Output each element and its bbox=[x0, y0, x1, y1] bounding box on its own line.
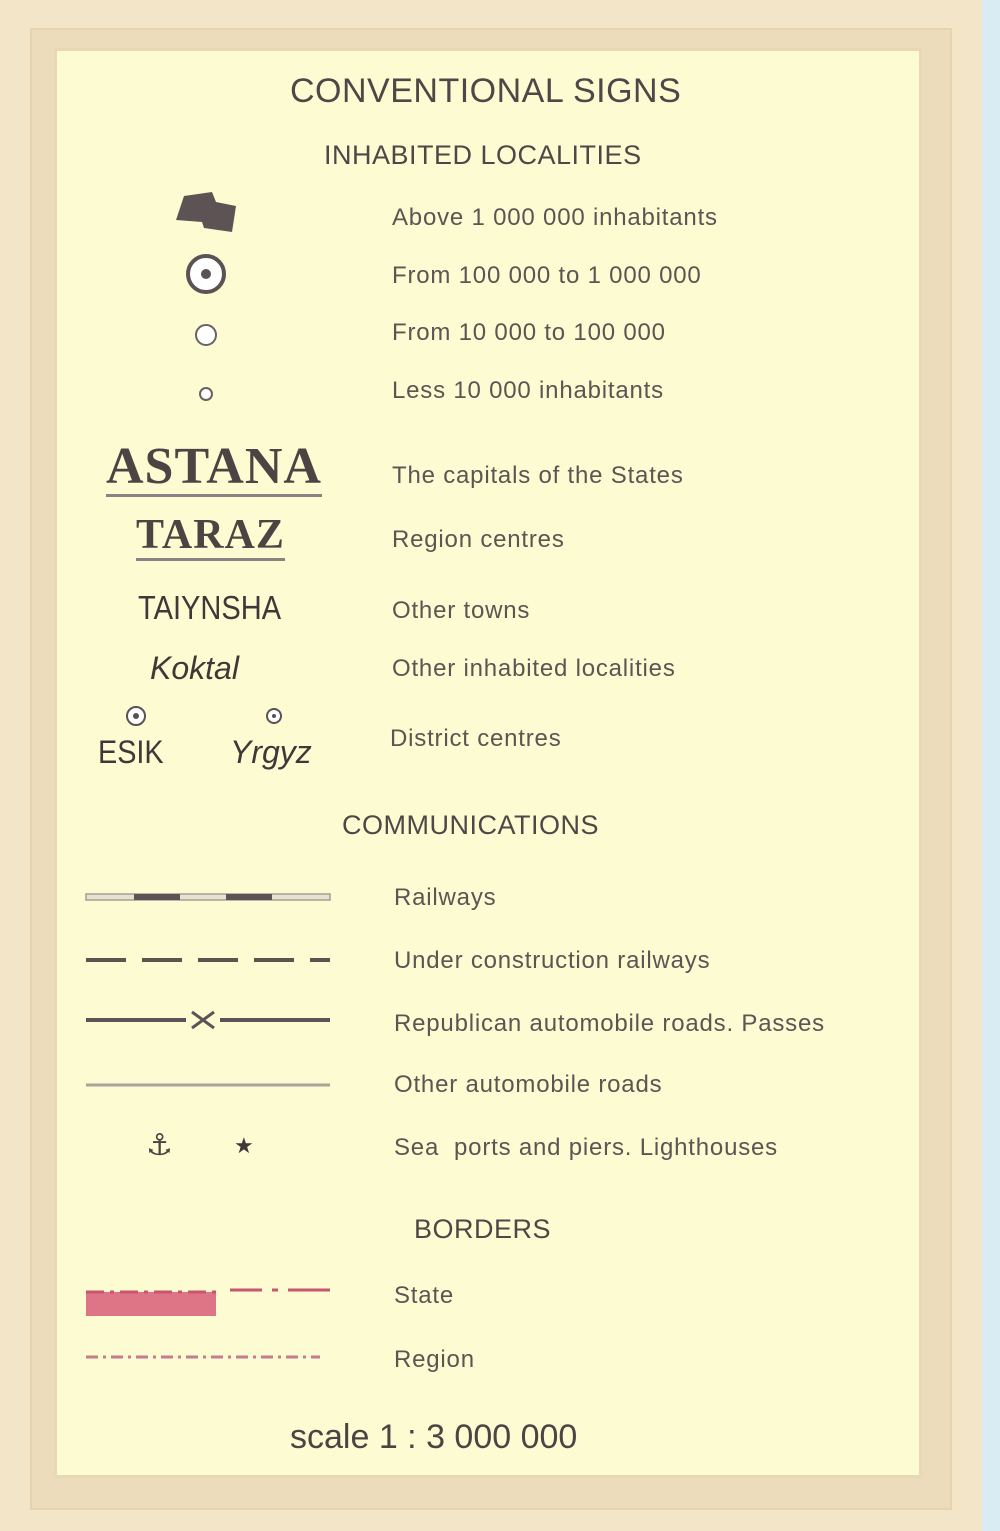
legend-item-label: Railways bbox=[394, 884, 497, 911]
region-border-symbol bbox=[86, 1352, 330, 1362]
sample-capital-name: ASTANA bbox=[106, 438, 322, 495]
railway-line-symbol bbox=[86, 890, 330, 906]
legend-item-label: From 100 000 to 1 000 000 bbox=[392, 262, 702, 289]
heading-borders: BORDERS bbox=[414, 1214, 552, 1244]
legend-item-label: The capitals of the States bbox=[392, 462, 684, 489]
legend-item-label: Republican automobile roads. Passes bbox=[394, 1010, 825, 1037]
sample-district-name-1: ESIK bbox=[98, 734, 164, 770]
circle-medium-icon bbox=[192, 321, 220, 349]
legend-item-label: Above 1 000 000 inhabitants bbox=[392, 204, 718, 231]
district-centre-icon bbox=[124, 704, 148, 728]
legend-item-label: Region bbox=[394, 1346, 475, 1373]
state-border-symbol bbox=[86, 1284, 330, 1318]
dashed-railway-symbol bbox=[86, 954, 330, 966]
legend-item-label: Under construction railways bbox=[394, 947, 711, 974]
circle-small-icon bbox=[196, 384, 216, 404]
city-block-icon bbox=[172, 192, 242, 238]
sample-region-centre-name: TARAZ bbox=[136, 512, 285, 561]
legend-item-label: Other towns bbox=[392, 597, 531, 624]
legend-item-label: Sea ports and piers. Lighthouses bbox=[394, 1134, 778, 1161]
sample-district-name-2: Yrgyz bbox=[230, 734, 312, 770]
sample-locality-name: Koktal bbox=[150, 650, 239, 686]
lighthouse-star-icon: ★ bbox=[234, 1134, 254, 1159]
road-pass-symbol bbox=[86, 1008, 330, 1032]
legend-item-label: Other automobile roads bbox=[394, 1071, 663, 1098]
anchor-icon: ⚓ bbox=[146, 1128, 173, 1163]
legend-item-label: Other inhabited localities bbox=[392, 655, 676, 682]
legend-item-label: District centres bbox=[390, 725, 562, 752]
legend-item-label: State bbox=[394, 1282, 455, 1309]
map-scale: scale 1 : 3 000 000 bbox=[290, 1418, 578, 1456]
road-line-symbol bbox=[86, 1080, 330, 1090]
district-centre-small-icon bbox=[264, 706, 284, 726]
circle-dot-large-icon bbox=[184, 252, 228, 296]
sample-town-name: TAIYNSHA bbox=[138, 589, 282, 626]
heading-inhabited-localities: INHABITED LOCALITIES bbox=[324, 140, 642, 170]
legend-title: CONVENTIONAL SIGNS bbox=[290, 72, 682, 110]
heading-communications: COMMUNICATIONS bbox=[342, 810, 599, 840]
legend-item-label: Region centres bbox=[392, 526, 565, 553]
legend-item-label: Less 10 000 inhabitants bbox=[392, 377, 664, 404]
legend-item-label: From 10 000 to 100 000 bbox=[392, 319, 666, 346]
